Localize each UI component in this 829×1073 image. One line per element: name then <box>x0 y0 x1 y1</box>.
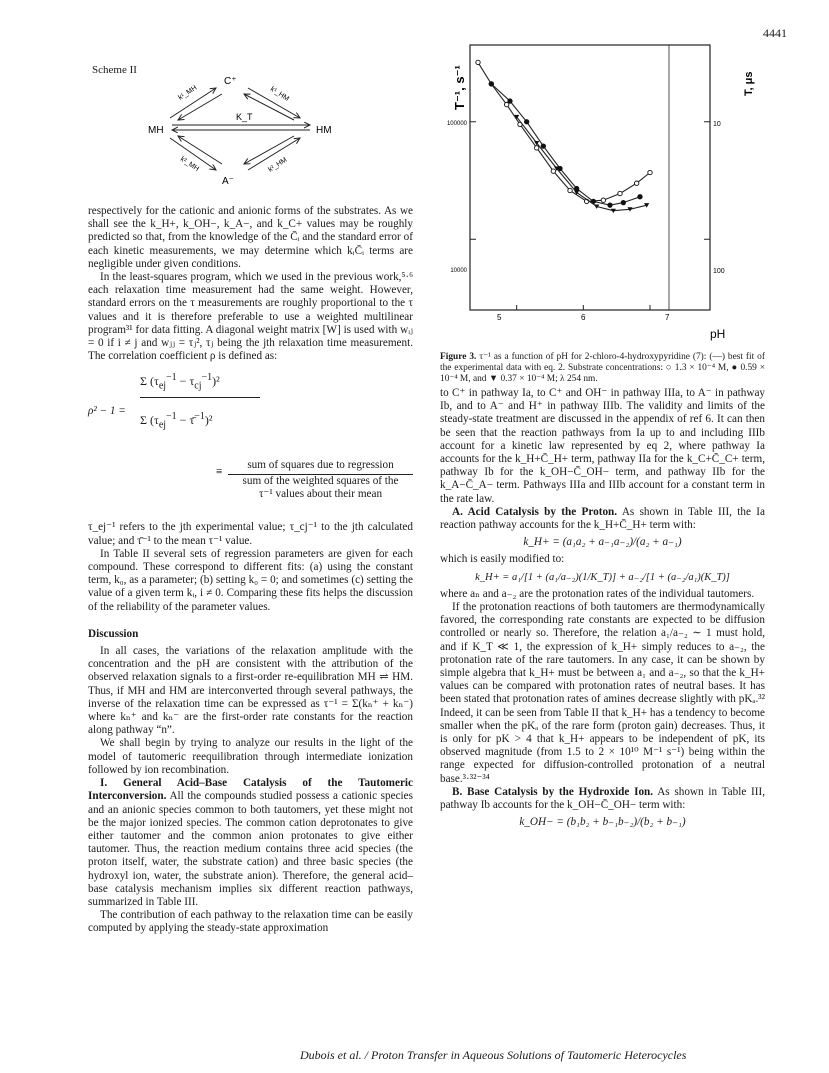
paragraph: In all cases, the variations of the relaxation amplitude with the concentration and the pH are consistent with the attribution of the observed relaxation signals to a first-order re-equilibration MH ⇌ HM. Thus, if MH and HM are interconverted through several pathways, the inverse of the relaxation time can be expressed as τ⁻¹ = Σ(kₙ⁺ + kₙ⁻) where kₙ⁺ and kₙ⁻ are the first-order rate constants for the reaction along pathway “n”. <box>88 645 413 737</box>
rho-ratio-bot-2: τ⁻¹ values about their mean <box>258 487 383 500</box>
y-right-tick-label: 100 <box>713 268 725 275</box>
data-point <box>621 200 625 204</box>
figure-caption-text: τ⁻¹ as a function of pH for 2-chloro-4-hydroxypyridine (7): (—) best fit of the experimental data with eq. 2. Substrate concentrations: ○ 1.3 × 10⁻⁴ M, ● 0.59 × 10⁻⁴ M, and ▼ 0.37 × 10⁻⁴ M; λ 254 nm. <box>440 352 765 384</box>
left-column <box>88 205 413 936</box>
paragraph: All the compounds studied possess a cationic species and an anionic species common to both tautomers, yet these might not be the major ionized species. The common cation deprotonates to give either tautomer and the common anion protonates to give either tautomer. Thus, the reaction medium contains three acid species (the proton itself, water, the substrate cation) and three basic species (the hydroxyl ion, water, the substrate anion). Therefore, the general acid–base catalysis mechanism implies six different reaction pathways, summarized in Table III. <box>88 790 413 908</box>
subsection-heading: B. Base Catalysis by the Hydroxide Ion. <box>452 785 654 798</box>
fit-curve-0 <box>478 62 650 201</box>
subsection-heading: A. Acid Catalysis by the Proton. <box>452 505 618 518</box>
rho-equation: ρ² − 1 = Σ $(\tau_{ej}^{-1} - \tau_{cj}^{-1})^2$ Σ ($\tau_{ej}^{-1}$ − τ̄$^{-1}$)² sum of squares due to regression sum of the weighted squares of the τ⁻¹ values about their mean ≡ <box>88 365 413 513</box>
figure-caption-label: Figure 3. <box>440 352 477 362</box>
scheme-node-top: C⁺ <box>224 76 237 87</box>
rho-ratio-top: sum of squares due to regression <box>228 459 413 474</box>
paragraph: If the protonation reactions of both tautomers are thermodynamically favored, the corresponding rate constants are expected to be diffusion controlled or nearly so. Therefore, the relation a₁/a₋₂ ∼ 1 must hold, and if K_T ≪ 1, the expression of k_H+ simply reduces to a₋₂, the protonation rate of the rare tautomers. In any case, it can be shown by simple algebra that k_H+ must be between a₁ and a₋₂, so that the k_H+ values can be compared with protonation rates of neutral bases. It has been stated that protonation rates of amines decrease slightly with pKₐ.³² Indeed, it can be seen from Table II that k_H+ has a tendency to become smaller when the pKₐ of the rare form (proton gain) decreases. Thus, it is only for pK > 4 that k_H+ appears to be independent of pK, its observed magnitude (from 1.5 to 2 × 10¹⁰ M⁻¹ s⁻¹) being within the range expected for diffusion-controlled protonation of a neutral base.³·³²⁻³⁴ <box>440 601 765 785</box>
rho-sum-fraction: Σ $(\tau_{ej}^{-1} - \tau_{cj}^{-1})^2$ Σ ($\tau_{ej}^{-1}$ − τ̄$^{-1}$)² <box>140 371 260 431</box>
x-tick-label: 6 <box>581 313 586 322</box>
figure-caption <box>440 352 765 385</box>
equation: k_OH− = (b₁b₂ + b₋₁b₋₂)/(b₂ + b₋₁) <box>519 816 686 829</box>
paragraph: The contribution of each pathway to the relaxation time can be easily computed by applying the steady-state approximation <box>88 909 413 935</box>
data-point <box>648 170 652 174</box>
scheme-kt-label: K_T <box>236 112 253 122</box>
x-tick-label: 5 <box>497 313 502 322</box>
y-left-axis-label: T⁻¹, s⁻¹ <box>452 65 467 110</box>
scheme-node-right: HM <box>316 125 332 136</box>
y-left-tick-label: 100000 <box>446 121 467 127</box>
data-point <box>551 169 555 173</box>
section-heading: Discussion <box>88 627 139 640</box>
data-point <box>541 144 545 148</box>
paragraph: τ_ej⁻¹ refers to the jth experimental value; τ_cj⁻¹ to the jth calculated value; and τ̄⁻¹ to the mean τ⁻¹ value. <box>88 521 413 547</box>
right-column <box>440 387 765 834</box>
data-point <box>601 198 605 202</box>
data-point <box>608 203 612 207</box>
subsection-heading: I. General Acid–Base Catalysis of the Tautomeric Interconversion. <box>88 777 413 803</box>
paragraph: where aₙ and a₋₂ are the protonation rates of the individual tautomers. <box>440 587 755 600</box>
scheme-arrow-label-4: k²_HM <box>267 156 289 174</box>
data-point <box>638 195 642 199</box>
scheme-title: Scheme II <box>92 64 137 76</box>
paragraph: respectively for the cationic and anionic forms of the substrates. As we shall see the k_H+, k_OH−, k_A−, and k_C+ values may be roughly predicted so that, from the knowledge of the C̄ᵢ and the standard error of each kinetic measurements, we may determine which kᵢC̄ᵢ terms are negligible under given conditions. <box>88 205 413 270</box>
y-right-tick-label: 10 <box>713 121 721 128</box>
figure-3-plot <box>440 40 760 345</box>
rho-lhs: ρ² − 1 = <box>88 405 126 418</box>
data-point <box>568 188 572 192</box>
data-point <box>618 191 622 195</box>
scheme-arrow-label-3: k²_MH <box>178 155 201 173</box>
scheme-diagram <box>140 72 370 192</box>
rho-ratio <box>228 459 413 501</box>
paragraph: As shown in Table III, pathway Ib accounts for the k_OH−C̄_OH− term with: <box>440 785 766 812</box>
paragraph: In the least-squares program, which we used in the previous work,⁵·⁶ each relaxation time measurement had the same weight. However, standard errors on the τ measurements are roughly proportional to the τ values and it is therefore preferable to use a weighted multilinear program³¹ for data fitting. A diagonal weight matrix [W] is used with wᵢⱼ = 0 if i ≠ j and wⱼⱼ = τⱼ², τⱼ being the jth relaxation time measurement. The correlation coefficient ρ is defined as: <box>88 271 413 363</box>
data-point <box>489 82 493 86</box>
paragraph: which is easily modified to: <box>440 553 565 566</box>
data-point <box>504 102 508 106</box>
data-point <box>634 181 638 185</box>
x-axis-label: pH <box>710 327 726 341</box>
x-tick-label: 7 <box>665 313 670 322</box>
data-point <box>508 99 512 103</box>
y-right-axis-label: T, μs <box>743 71 755 96</box>
fit-curve-1 <box>491 84 640 205</box>
plot-frame <box>470 45 710 310</box>
scheme-arrow-label-1: k¹_MH <box>177 84 199 102</box>
y-left-tick-label: 10000 <box>450 268 467 274</box>
rho-ratio-bot-1: sum of the weighted squares of the <box>242 474 399 487</box>
data-point <box>524 120 528 124</box>
data-point <box>476 60 480 64</box>
equation: k_H+ = (a₁a₂ + a₋₁a₋₂)/(a₂ + a₋₁) <box>523 536 682 549</box>
fit-curve-2 <box>517 117 647 211</box>
scheme-arrow-label-2: k¹_HM <box>268 85 291 103</box>
page-number: 4441 <box>763 26 787 40</box>
paragraph: We shall begin by trying to analyze our results in the light of the model of tautomeric reequilibration through intermediate ionization followed by ion recombination. <box>88 737 413 776</box>
paragraph: As shown in Table III, the Ia reaction pathway accounts for the k_H+C̄_H+ term with: <box>440 505 765 532</box>
paragraph: In Table II several sets of regression parameters are given for each compound. These correspond to different fits: (a) using the constant term, k₀, as a parameter; (b) setting k₀ = 0; and sometimes (c) setting the value of a given term kᵢ, i ≠ 0. Comparing these fits helps the discussion of the reliability of the parameter values. <box>88 547 413 613</box>
scheme-node-left: MH <box>148 125 164 136</box>
paragraph: to C⁺ in pathway Ia, to C⁺ and OH⁻ in pathway IIIa, to A⁻ in pathway Ib, and to A⁻ and H⁺ in pathway IIIb. The validity and limits of the steady-state treatment are discussed in the appendix of ref 6. It can then be seen that the reaction pathways from Ia up to and including IIIb account for a kinetic law represented by eq 2, where pathway Ia accounts for the k_H+C̄_H+ term, pathway IIa for the k_C+C̄_C+ term, pathway Ib for the k_OH−C̄_OH− term, and pathway IIb for the k_A−C̄_A− term. Pathways IIIa and IIIb account for a constant term in the rate law. <box>440 387 765 505</box>
data-point <box>534 146 538 150</box>
running-footer: Dubois et al. / Proton Transfer in Aqueous Solutions of Tautomeric Heterocycles <box>300 1048 687 1062</box>
equation: k_H+ = a₁/[1 + (a₁/a₋₂)(1/K_T)] + a₋₂/[1 + (a₋₂/a₁)(K_T)] <box>475 571 730 583</box>
scheme-node-bottom: A⁻ <box>222 176 234 187</box>
